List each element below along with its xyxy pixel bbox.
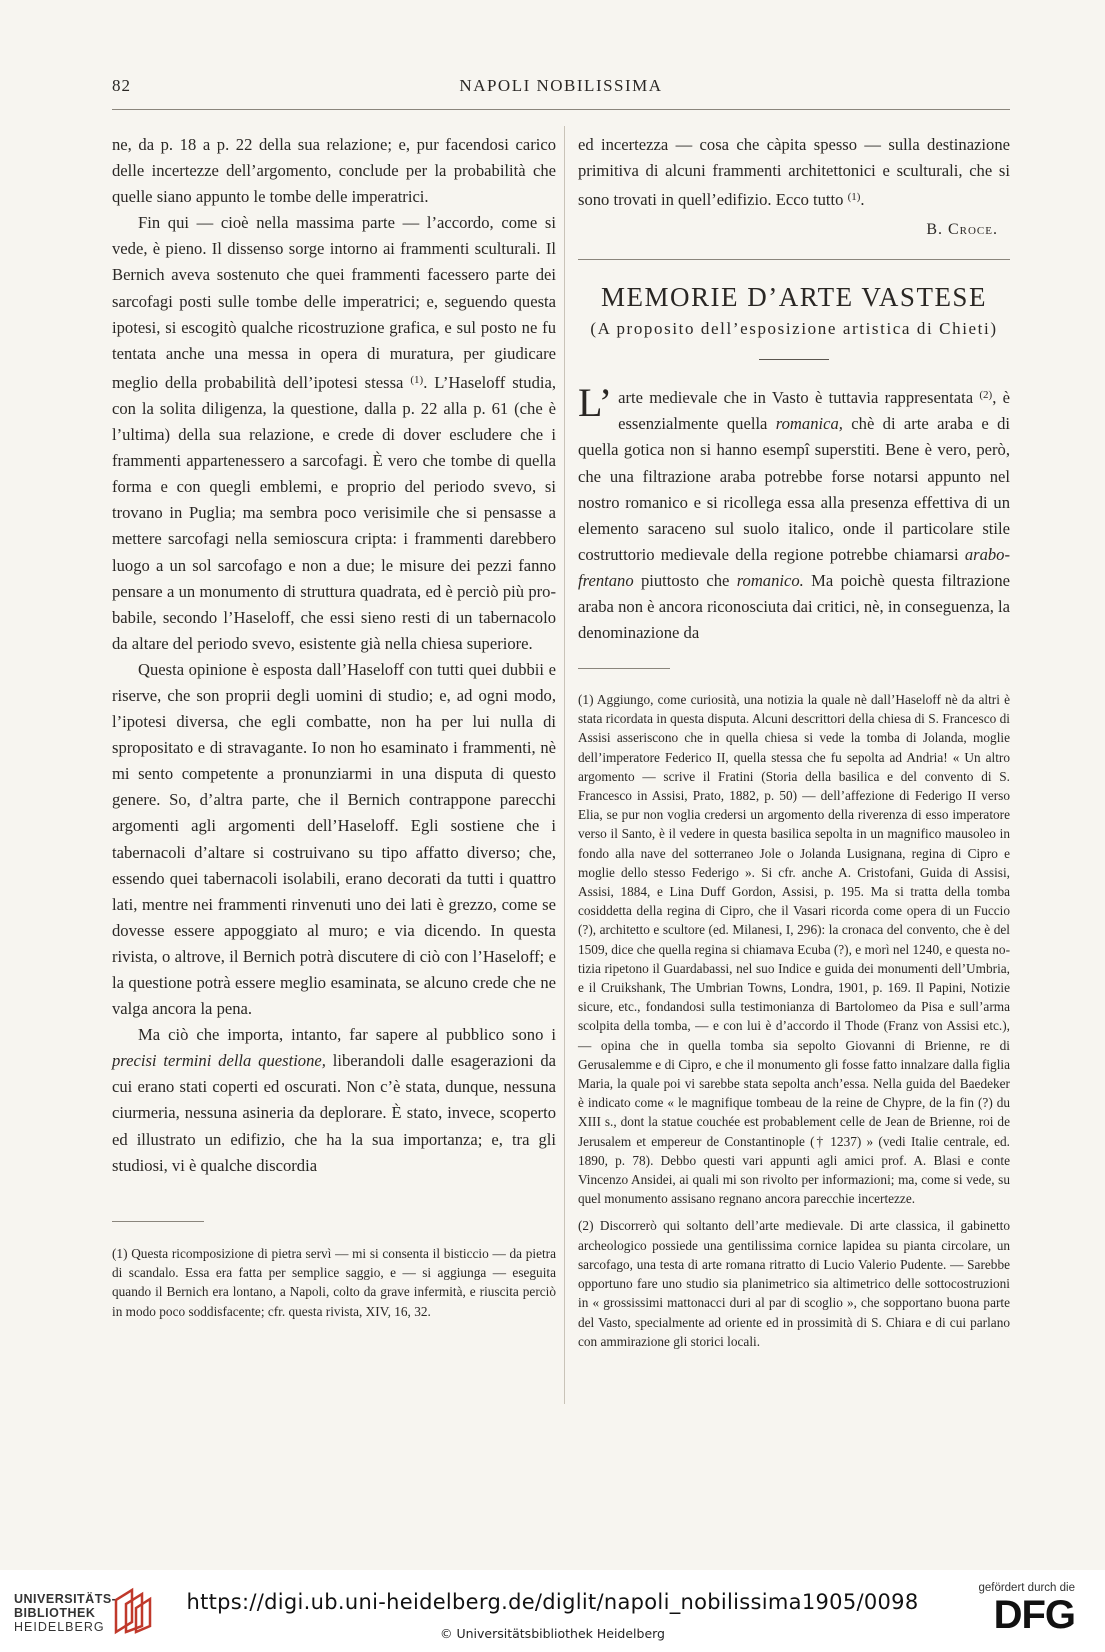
paragraph: ne, da p. 18 a p. 22 della sua relazione; e, pur facendosi carico delle incertezze dell’argomento, conclude per la probabilità che quelle siano appunto le tombe delle imperatrici. (112, 135, 556, 207)
paragraph: L’ arte medievale che in Vasto è tuttavia rappresentata $^{(2)}$, è essenzialmente quella romanica, chè di arte araba e di quella gotica non si hanno esempî superstiti. Bene è vero, però, che una filtrazione araba potrebbe forse notarsi appunto nel nostro romanico e si ricollega essa alla presenza effettiva di un elemento saraceno sul suolo italico, onde il particolare stile costruttorio medievale della regione potrebbe chiamarsi arabo-frentano piuttosto che romanico. Ma poichè questa filtrazione araba non è ancora riconosciuta dai critici, nè, in conseguenza, la denominazione da (578, 380, 1011, 643)
article-subtitle: (A proposito dell’esposizione artistica di Chieti) (590, 319, 998, 339)
library-name-line: HEIDELBERG (14, 1620, 105, 1634)
right-body-text (578, 382, 1010, 646)
left-footnotes (112, 1244, 556, 1321)
right-footnotes (578, 690, 1010, 1351)
page-header (112, 76, 1010, 100)
page-number: 82 (112, 76, 131, 95)
footnote: (1) Questa ricomposizione di pietra servì — mi si consenta il bisticcio — da pietra di scandalo. Essa era fatta per semplice saggio, e — si aggiunga — eseguita quando il Bernich era lontano, a Napoli, colto da grave infermità, e riuscita perciò in modo poco soddisfacente; cfr. questa rivista, XIV, 16, 32. (112, 1246, 556, 1319)
author-signature: B. Croce. (926, 221, 998, 239)
left-body-text (112, 132, 556, 1179)
column-divider (564, 126, 565, 1404)
right-column (578, 132, 1010, 646)
footnote-ref: (1) (410, 373, 424, 386)
footnote: (1) Aggiungo, come curiosità, una notizia la quale nè dall’Haseloff nè da altri è stata ricordata in questa disputa. Alcuni descrittori della chiesa di S. Francesco di Assisi asseriscono che in quella chiesa si vede la tomba di Jolanda, moglie dell’imperatore Federico II, quella stessa che fu sepolta ad Andria! « Un altro argomento — scrive il Fratini (Storia della basilica e del convento di S. Francesco in Assisi, Prato, 1882, p. 50) — dell’affezione di Federigo II verso Elia, se pur non voglia credersi un argomento della riverenza di esso imperatore verso il Santo, è il vedere in questa basilica sepolta in un magnifico mausoleo in fondo alla nave del sotterraneo Jole o Jolanda Lusignana, regina di Cipro e moglie dello stesso Federigo ». Si cfr. anche A. Cristofani, Guida di Assisi, Assisi, 1884, e Lina Duff Gordon, Assisi, p. 195. Ma si tratta della tomba cosiddetta della regina di Cipro, che il Vasari ricorda come opera di un Fuccio (?), architetto e scultore (ed. Milanesi, I, 296): la cronaca del convento, che è del 1509, dice che quella regina si chiamava Ecuba (?), e morì nel 1240, e questa notizia ripetono il Guardabassi, nel suo Indice e guida dei monumenti dell’Umbria, e il Cruikshank, The Umbrian Towns, Londra, 1901, p. 169. Il Papini, Notizie sicure, etc., fondandosi sulla testimonianza di Bartolomeo da Pisa e sull’arma scolpita della tomba, — e con lui è d’accordo il Thode (Franz von Assisi etc.), — opina che in quella tomba sia sepolto Giovanni di Brienne, re di Gerusalemme e di Cipro, e che il monumento gli fosse fatto innalzare dalla figlia Maria, la quale poi vi sarebbe stata sepolta anch’essa. Nella guida del Baedeker è indicato come « le magnifique tombeau de la reine de Chypre, de la fin (?) du XIII s., dont la statue couchée est probablement celle de Jean de Brienne, roi de Jerusalem et empereur de Constantinople († 1237) » (vedi Italie centrale, ed. 1890, p. 78). Debbo questi vari appunti agli amici prof. A. Blasi e conte Vincenzo Ansidei, ai quali mi son rivolto per informazioni; ma, come si vede, su quel monumento assisano regnano ancora parecchie incertezze. (578, 692, 1010, 1207)
section-divider (578, 259, 1010, 260)
footnote-ref: (1) (847, 191, 861, 204)
paragraph: Questa opinione è esposta dall’Haseloff con tutti quei dubbii e riserve, che son proprii degli uomini di studio; e, ad ogni modo, l’ipotesi diversa, che egli combatte, non ha per lui nulla di spropositato e di stravagante. Io non ho esaminato i frammenti, nè mi sento competente a pronunziarmi in una disputa di questo genere. So, d’altra parte, che il Bernich contrappone parecchi argomenti agli argomenti dell’Haseloff. Egli sostiene che i tabernacoli d’altare si costruivano su tipo affatto diverso; che, essendo quei tabernacoli isolabili, erano decorati da tutti i quattro lati, mentre nei frammenti rinvenuti uno dei lati è grezzo, come se dovesse essere appoggiato al muro; e via dicendo. In questa rivista, o altrove, il Bernich potrà discutere di ciò con l’Haseloff; e la questione potrà essere meglio esaminata, se alcuno crede che ne valga ancora la pena. (112, 659, 556, 1019)
copyright-notice: © Universitätsbibliothek Heidelberg (439, 1626, 665, 1641)
paragraph: ed incertezza — cosa che càpita spesso — sulla destinazione primitiva di alcuni frammenti architettonici e sculturali, che si sono trovati in quell’edifizio. Ecco tutto $^{(1)}$. (578, 135, 1010, 210)
footnote-ref: (2) (979, 389, 993, 402)
library-name-line: BIBLIOTHEK (14, 1606, 96, 1620)
dfg-wordmark: DFG (993, 1593, 1075, 1637)
right-intro-text (578, 132, 1010, 213)
italic-phrase: precisi termini della questione, (112, 1051, 326, 1071)
footnote-divider (112, 1221, 204, 1222)
drop-cap: L’ (578, 380, 613, 426)
paragraph: Fin qui — cioè nella massima parte — l’accordo, come si vede, è pieno. Il dissenso sorge intorno ai frammenti sculturali. Il Bernich aveva sostenuto che quei frammenti facessero parte dei sarcofagi posti sulle tombe delle imperatrici; e, seguendo questa ipotesi, si escogitò qualche ricostruzione grafica, e sul posto ne fu tentata anche una messa in opera di muratura, per giudicare meglio della probabilità dell’ipotesi stessa $^{(1)}$. L’Haseloff studia, con la solita diligenza, la questione, dalla p. 22 alla p. 61 (che è l’ultima) della sua relazione, e crede di dover escludere che i frammenti appartenessero a sarcofagi. È vero che tombe di quella forma e con quegli emblemi, e proprio del periodo svevo, si trovano in Puglia; ma sembra poco verisimile che si pensasse a mettere sarcofagi nella semioscura cripta: i frammenti darebbero luogo a un sol sarcofago e non a due; le misure dei pezzi fanno pensare a un monumento di struttura quadrata, ed è perciò più probabile, secondo l’Haseloff, che essi sieno resti di un tabernacolo da altare del periodo svevo, esistente già nella chiesa superiore. (112, 213, 556, 653)
header-divider (112, 109, 1010, 110)
funding-note: gefördert durch die (978, 1582, 1075, 1594)
footnote: (2) Discorrerò qui soltanto dell’arte medievale. Di arte classica, il gabinetto archeologico possiede una gentilissima cornice lapidea su pianta circolare, un sarcofago, una testa di arte romana ritratto di Lucio Valerio Pudente. — Sarebbe opportuno fare uno studio sia planimetrico sia altimetrico delle sottocostruzioni in « grossissimi mattonacci duri al par di scoglio », che sopportano buona parte del Vasto, specialmente ad oriente ed in prossimità di S. Chiara e di cui parlano con ammirazione gli storici locali. (578, 1218, 1010, 1349)
article-title: MEMORIE D’ARTE VASTESE (601, 282, 987, 313)
paragraph: Ma ciò che importa, intanto, far sapere al pubblico sono i precisi termini della questione, liberandoli dalle esagerazioni da cui erano stati coperti ed oscurati. Non c’è stata, dunque, nessuna ciurmeria, nessuna asineria da deplorare. È stato, invece, scoperto ed illustrato un edifizio, che ha la sua importanza; e, tra gli studiosi, vi è qualche discordia (112, 1025, 556, 1175)
viewer-footer (0, 1570, 1105, 1652)
document-url-link[interactable]: https://digi.ub.uni-heidelberg.de/diglit/napoli_nobilissima1905/0098 (186, 1590, 919, 1614)
footnote-divider (578, 668, 670, 669)
left-column (112, 132, 556, 1179)
running-title: NAPOLI NOBILISSIMA (459, 76, 663, 95)
dfg-logo[interactable] (978, 1582, 1075, 1636)
library-name-line: UNIVERSITÄTS- (14, 1592, 117, 1606)
title-divider (759, 359, 829, 360)
